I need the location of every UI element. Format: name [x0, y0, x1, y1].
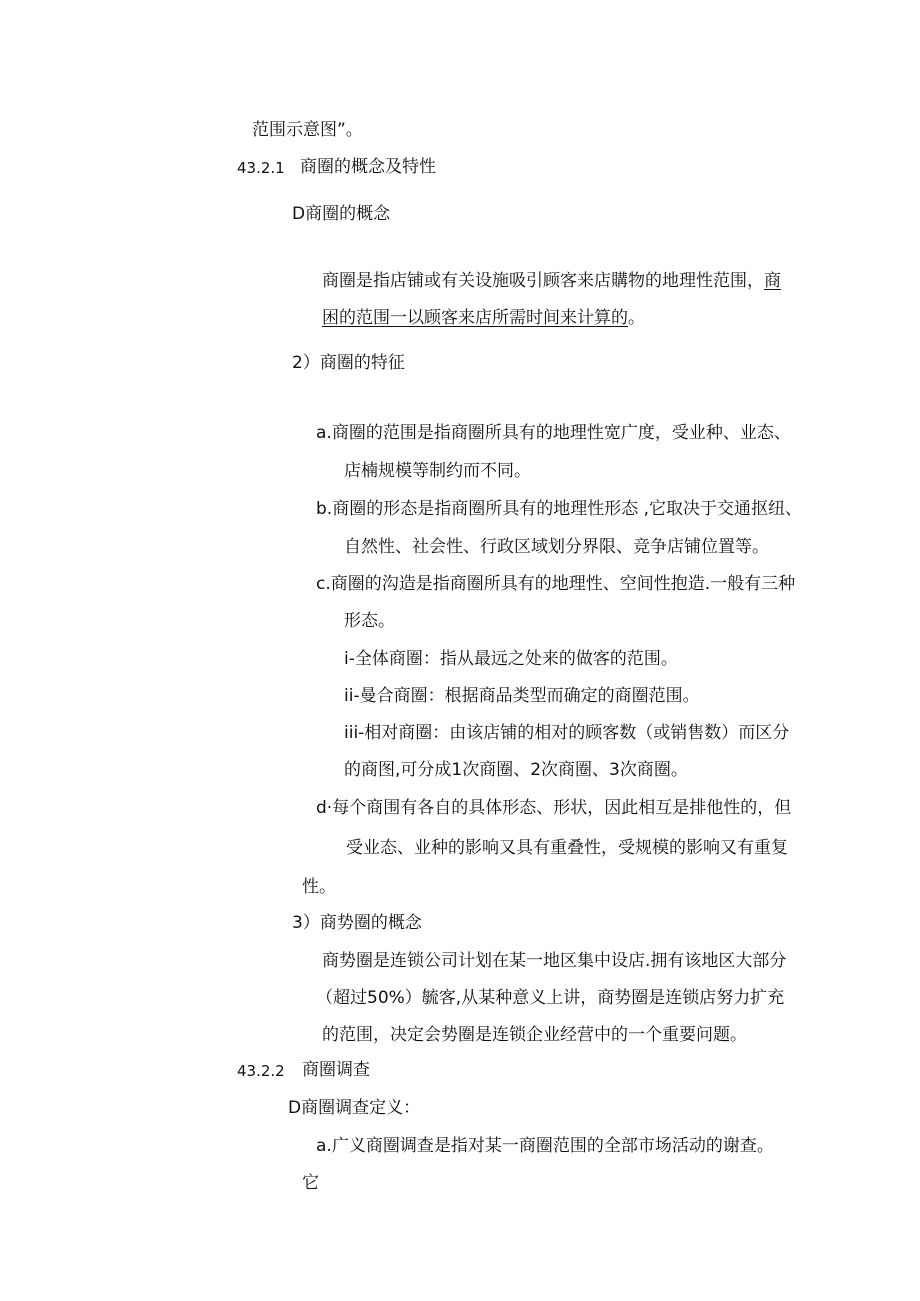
text-line: 商势圈是连锁公司计划在某一地区集中设店.拥有该地区大部分: [322, 951, 787, 971]
text-line: i-全体商圈：指从最远之处来的做客的范围。: [344, 649, 678, 669]
text-line: 的范围，决定会势圈是连锁企业经营中的一个重要问题。: [322, 1025, 747, 1045]
text-line: 困的范围一以顾客来店所需时间来计算的。: [322, 308, 645, 328]
text-line: b.商圈的形态是指商圈所具有的地理性形态 ,它取决于交通抠纽、: [316, 499, 803, 519]
text-line: a.广义商圈调查是指对某一商圈范围的全部市场活动的谢查。: [316, 1136, 774, 1156]
section-title: 商圈的概念及特性: [300, 157, 436, 177]
text-line: 它: [302, 1173, 319, 1193]
text-line: 的商图,可分成1次商圈、2次商圈、3次商圈。: [344, 760, 688, 780]
section-number: 43.2.1: [237, 159, 285, 177]
section-number: 43.2.2: [237, 1062, 285, 1080]
text-line: a.商圈的范围是指商圈所具有的地理性宽广度，受业种、业态、: [316, 423, 791, 443]
text-line: 形态。: [344, 611, 395, 631]
text-line: c.商圈的沟造是指商圈所具有的地理性、空间性抱造.一般有三种: [316, 574, 796, 594]
text-line: 受业态、业种的影响又具有重叠性，受规模的影响又有重复: [346, 838, 788, 858]
text-line: ii-曼合商圈：根据商品类型而确定的商圈范围。: [344, 686, 700, 706]
section-title: 商圈调查: [302, 1060, 370, 1080]
subheading: D商圈的概念: [292, 204, 391, 224]
subheading: D商圈调查定义：: [288, 1098, 421, 1118]
text-line: 自然性、社会性、行政区域划分界限、竞争店铺位置等。: [344, 537, 769, 557]
text-line: d·每个商围有各自的具体形态、形状，因此相互是排他性的，但: [316, 798, 792, 818]
text-line: 店楠规模等制约而不同。: [344, 461, 531, 481]
text-line: iii-相对商圈：由该店铺的相对的顾客数（或销售数）而区分: [344, 723, 790, 743]
text-line: 范围示意图”。: [252, 120, 363, 140]
subheading: 2）商圈的特征: [292, 353, 405, 373]
text-line: 商圈是指店铺或有关设施吸引顾客来店購物的地理性范围，商: [322, 271, 781, 291]
text-line: （超过50%）毓客,从某种意义上讲，商势圈是连锁店努力扩充: [316, 988, 785, 1008]
text-line: 性。: [302, 877, 336, 897]
subheading: 3）商势圈的概念: [292, 913, 422, 933]
